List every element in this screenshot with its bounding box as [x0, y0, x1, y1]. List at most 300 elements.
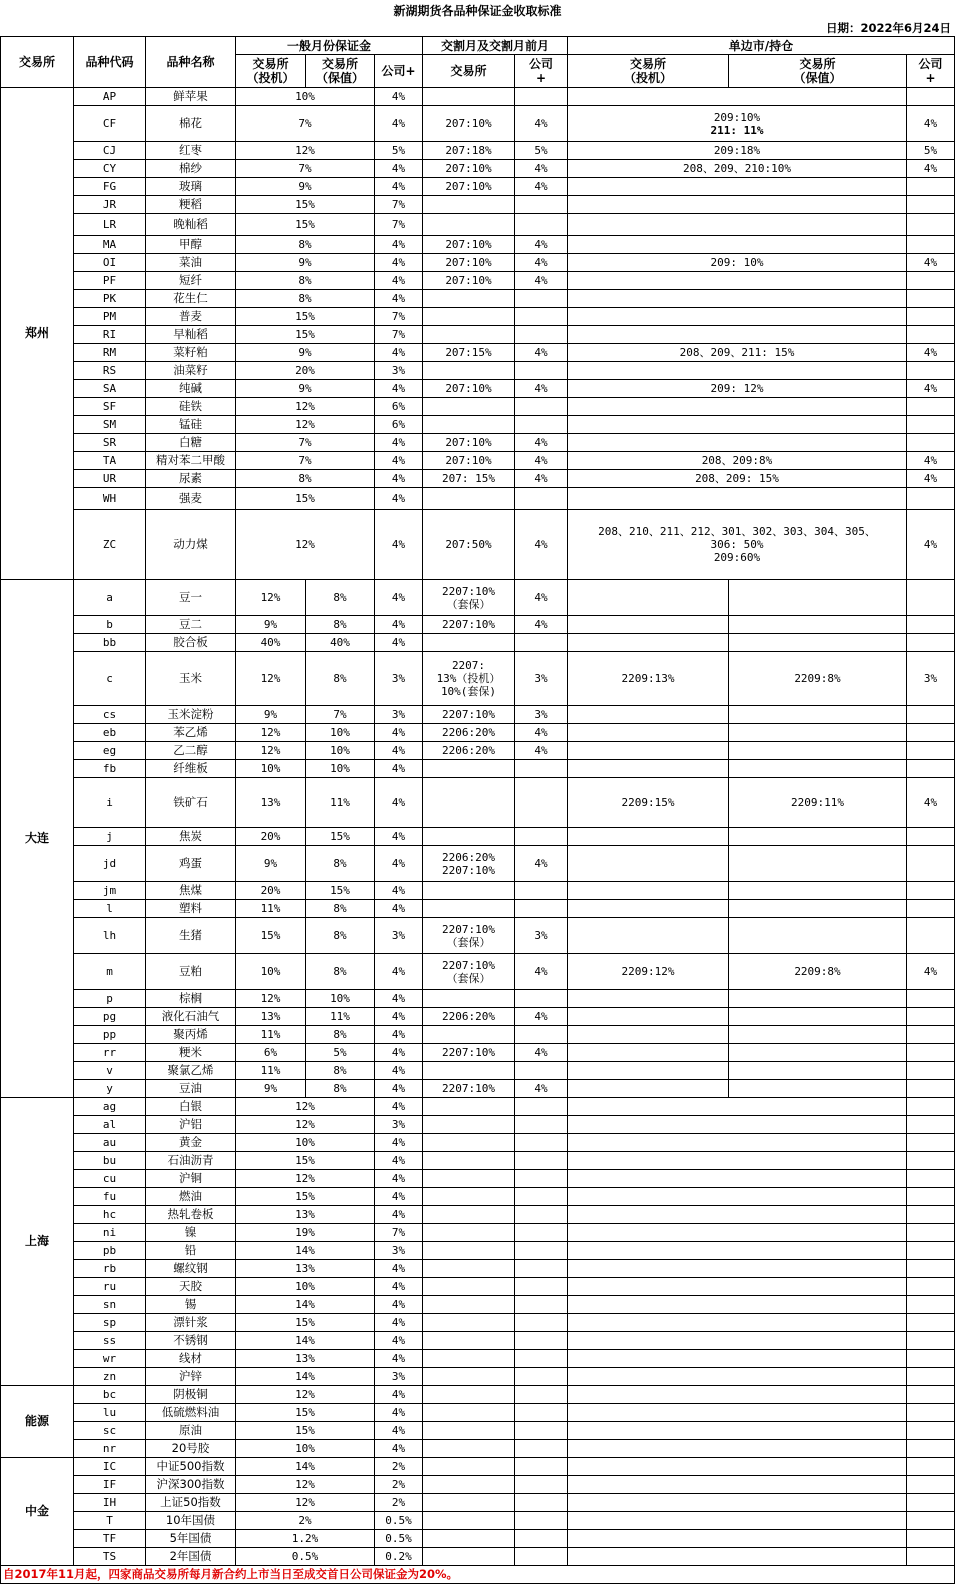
margin-spec-cell	[236, 634, 306, 652]
header-company-plus-text: 公司+	[381, 64, 416, 78]
code-cell-text: ni	[102, 1226, 117, 1239]
company-plus-cell-text: 4%	[391, 1352, 406, 1365]
delivery-company-cell-text: 4%	[534, 591, 548, 604]
margin-cell	[236, 1134, 375, 1152]
delivery-cell	[423, 106, 515, 142]
code-cell-text: fu	[102, 1190, 117, 1203]
single-spec-cell	[568, 900, 729, 918]
code-cell-text: FG	[102, 180, 117, 193]
margin-hedge-cell-text: 8%	[333, 1028, 347, 1041]
margin-spec-cell-text: 20%	[260, 884, 281, 897]
company-plus-cell-text: 2%	[391, 1478, 406, 1491]
single-hedge-cell-text: 2209:11%	[791, 796, 844, 809]
single-spec-cell-text: 2209:13%	[621, 672, 675, 685]
report-date: 日期：2022年6月24日	[825, 21, 951, 35]
margin-spec-cell-text: 12%	[260, 591, 281, 604]
delivery-company-cell	[515, 344, 568, 362]
single-company-cell	[907, 760, 955, 778]
margin-cell-text: 10%	[295, 1136, 315, 1149]
company-plus-cell-text: 7%	[391, 1226, 406, 1239]
code-cell	[74, 1026, 146, 1044]
delivery-cell-text: 207:10%	[445, 256, 492, 269]
company-plus-cell	[375, 1152, 423, 1170]
delivery-company-cell	[515, 178, 568, 196]
product-name-cell-text: 纤维板	[173, 761, 208, 775]
product-name-cell-text: 液化石油气	[161, 1009, 220, 1023]
delivery-cell	[423, 326, 515, 344]
code-cell	[74, 742, 146, 760]
single-cell	[568, 1098, 907, 1116]
product-name-cell	[146, 1062, 236, 1080]
margin-cell-text: 12%	[295, 1478, 315, 1491]
single-company-cell	[907, 1530, 955, 1548]
single-cell	[568, 1530, 907, 1548]
margin-spec-cell-text: 6%	[263, 1046, 278, 1059]
company-plus-cell-text: 4%	[391, 472, 406, 485]
single-company-cell	[907, 398, 955, 416]
delivery-cell-text: 2206:20%	[442, 850, 495, 864]
company-plus-cell	[375, 452, 423, 470]
delivery-cell	[423, 1350, 515, 1368]
margin-spec-cell-text: 9%	[263, 857, 278, 870]
code-cell	[74, 1314, 146, 1332]
delivery-cell	[423, 1044, 515, 1062]
code-cell	[74, 1134, 146, 1152]
delivery-cell	[423, 1098, 515, 1116]
margin-cell	[236, 1116, 375, 1134]
delivery-company-cell	[515, 580, 568, 616]
code-cell-text: PF	[102, 274, 117, 287]
single-spec-cell	[568, 1044, 729, 1062]
company-plus-cell-text: 4%	[391, 1298, 406, 1311]
product-name-cell	[146, 1242, 236, 1260]
single-company-cell-text: 4%	[923, 965, 938, 978]
single-cell-text: 208、209、210:10%	[682, 162, 792, 175]
delivery-company-cell-text: 4%	[534, 1082, 548, 1095]
product-name-cell	[146, 1458, 236, 1476]
single-cell	[568, 1188, 907, 1206]
code-cell	[74, 326, 146, 344]
delivery-cell	[423, 1260, 515, 1278]
product-name-cell-text: 白银	[179, 1099, 202, 1113]
code-cell-text: c	[106, 672, 113, 685]
single-company-cell	[907, 1260, 955, 1278]
code-cell	[74, 778, 146, 828]
margin-cell-text: 9%	[298, 256, 312, 269]
header-single-spec	[568, 55, 729, 88]
single-company-cell	[907, 380, 955, 398]
product-name-cell-text: 焦煤	[179, 883, 202, 897]
header-name	[146, 37, 236, 88]
margin-cell	[236, 362, 375, 380]
single-company-cell-text: 4%	[923, 796, 938, 809]
single-cell	[568, 1350, 907, 1368]
margin-cell-text: 12%	[295, 400, 315, 413]
margin-spec-cell	[236, 778, 306, 828]
single-company-cell-text: 3%	[923, 672, 938, 685]
delivery-company-cell	[515, 1026, 568, 1044]
margin-cell	[236, 1188, 375, 1206]
single-spec-cell	[568, 652, 729, 706]
company-plus-cell	[375, 1440, 423, 1458]
product-name-cell	[146, 1368, 236, 1386]
company-plus-cell	[375, 106, 423, 142]
delivery-cell	[423, 380, 515, 398]
delivery-cell	[423, 1458, 515, 1476]
code-cell-text: m	[106, 965, 113, 978]
margin-spec-cell-text: 9%	[263, 1082, 278, 1095]
margin-hedge-cell-text: 40%	[330, 636, 350, 649]
exchange-cell-text: 上海	[24, 1234, 49, 1248]
margin-cell	[236, 1278, 375, 1296]
company-plus-cell	[375, 882, 423, 900]
table-row	[1, 1278, 955, 1296]
table-row	[1, 742, 955, 760]
margin-spec-cell-text: 11%	[260, 902, 281, 915]
single-cell	[568, 398, 907, 416]
product-name-cell	[146, 1008, 236, 1026]
table-row	[1, 344, 955, 362]
single-cell	[568, 1332, 907, 1350]
delivery-cell	[423, 1314, 515, 1332]
delivery-cell	[423, 1512, 515, 1530]
single-cell	[568, 416, 907, 434]
delivery-company-cell	[515, 362, 568, 380]
delivery-cell	[423, 882, 515, 900]
delivery-company-cell-text: 4%	[534, 382, 548, 395]
table-row	[1, 1404, 955, 1422]
delivery-company-cell-text: 5%	[534, 144, 548, 157]
margin-cell	[236, 1206, 375, 1224]
single-company-cell	[907, 344, 955, 362]
header-ex-hedge-text: 交易所 （保值）	[315, 57, 364, 85]
table-row	[1, 1314, 955, 1332]
margin-spec-cell	[236, 846, 306, 882]
delivery-cell	[423, 918, 515, 954]
delivery-cell	[423, 1008, 515, 1026]
margin-hedge-cell-text: 5%	[333, 1046, 347, 1059]
product-name-cell	[146, 1098, 236, 1116]
company-plus-cell	[375, 1422, 423, 1440]
delivery-cell	[423, 900, 515, 918]
margin-hedge-cell-text: 15%	[330, 884, 350, 897]
delivery-cell-text: 2206:20%	[442, 1010, 495, 1023]
single-cell	[568, 160, 907, 178]
margin-hedge-cell-text: 8%	[333, 929, 347, 942]
margin-hedge-cell-text: 8%	[333, 618, 347, 631]
company-plus-cell-text: 4%	[391, 796, 406, 809]
single-cell	[568, 1242, 907, 1260]
table-row	[1, 900, 955, 918]
code-cell	[74, 1368, 146, 1386]
delivery-cell-text: 2206:20%	[442, 726, 495, 739]
single-hedge-cell	[729, 652, 907, 706]
company-plus-cell	[375, 1206, 423, 1224]
margin-hedge-cell-text: 10%	[330, 762, 350, 775]
delivery-company-cell	[515, 1422, 568, 1440]
single-cell	[568, 1134, 907, 1152]
margin-spec-cell-text: 40%	[260, 636, 281, 649]
product-name-cell	[146, 362, 236, 380]
delivery-company-cell	[515, 634, 568, 652]
single-company-cell	[907, 1242, 955, 1260]
code-cell	[74, 1224, 146, 1242]
single-cell	[568, 308, 907, 326]
company-plus-cell-text: 4%	[391, 1028, 406, 1041]
single-cell	[568, 1422, 907, 1440]
single-hedge-cell-text: 2209:8%	[794, 965, 841, 978]
table-row	[1, 214, 955, 236]
delivery-cell-text: 207:10%	[445, 238, 492, 251]
product-name-cell	[146, 1476, 236, 1494]
delivery-company-cell	[515, 900, 568, 918]
delivery-company-cell	[515, 882, 568, 900]
margin-hedge-cell	[306, 846, 375, 882]
single-company-cell	[907, 88, 955, 106]
single-hedge-cell	[729, 1062, 907, 1080]
product-name-cell-text: 阴极铜	[173, 1387, 208, 1401]
single-company-cell	[907, 1494, 955, 1512]
delivery-company-cell	[515, 470, 568, 488]
delivery-company-cell	[515, 954, 568, 990]
delivery-company-cell	[515, 1242, 568, 1260]
delivery-cell-text: 207:10%	[445, 180, 492, 193]
single-company-cell-text: 4%	[923, 472, 938, 485]
margin-spec-cell	[236, 580, 306, 616]
margin-hedge-cell	[306, 828, 375, 846]
single-company-cell	[907, 470, 955, 488]
delivery-cell	[423, 160, 515, 178]
table-row	[1, 196, 955, 214]
code-cell	[74, 1278, 146, 1296]
product-name-cell-text: 低硫燃料油	[161, 1405, 220, 1419]
single-spec-cell	[568, 724, 729, 742]
single-spec-cell	[568, 882, 729, 900]
delivery-company-cell	[515, 106, 568, 142]
delivery-company-cell-text: 3%	[534, 708, 548, 721]
single-cell	[568, 488, 907, 510]
delivery-company-cell	[515, 1170, 568, 1188]
company-plus-cell	[375, 308, 423, 326]
single-company-cell	[907, 1098, 955, 1116]
company-plus-cell-text: 4%	[391, 1316, 406, 1329]
code-cell	[74, 1098, 146, 1116]
table-row	[1, 616, 955, 634]
company-plus-cell	[375, 846, 423, 882]
table-row	[1, 1098, 955, 1116]
company-plus-cell	[375, 1026, 423, 1044]
margin-cell-text: 7%	[298, 117, 312, 130]
company-plus-cell-text: 4%	[391, 346, 406, 359]
margin-cell-text: 10%	[295, 1280, 315, 1293]
single-spec-cell	[568, 990, 729, 1008]
margin-cell	[236, 308, 375, 326]
company-plus-cell-text: 4%	[391, 636, 406, 649]
company-plus-cell-text: 4%	[391, 180, 406, 193]
margin-cell	[236, 416, 375, 434]
product-name-cell	[146, 882, 236, 900]
code-cell	[74, 1386, 146, 1404]
code-cell	[74, 380, 146, 398]
company-plus-cell	[375, 1062, 423, 1080]
margin-cell	[236, 196, 375, 214]
delivery-company-cell	[515, 1224, 568, 1242]
margin-cell-text: 12%	[295, 144, 315, 157]
product-name-cell	[146, 1494, 236, 1512]
table-row	[1, 1188, 955, 1206]
product-name-cell-text: 红枣	[179, 143, 202, 157]
company-plus-cell-text: 3%	[391, 1244, 406, 1257]
company-plus-cell-text: 4%	[391, 992, 406, 1005]
single-cell	[568, 1368, 907, 1386]
company-plus-cell-text: 4%	[391, 884, 406, 897]
code-cell	[74, 308, 146, 326]
margin-cell	[236, 1350, 375, 1368]
delivery-cell	[423, 196, 515, 214]
single-spec-cell	[568, 580, 729, 616]
code-cell-text: PK	[102, 292, 117, 305]
product-name-cell	[146, 178, 236, 196]
single-company-cell	[907, 954, 955, 990]
delivery-cell-text: 2207:10%	[442, 958, 495, 972]
single-cell	[568, 1386, 907, 1404]
single-spec-cell	[568, 706, 729, 724]
margin-cell	[236, 1098, 375, 1116]
margin-spec-cell	[236, 1044, 306, 1062]
delivery-company-cell	[515, 724, 568, 742]
product-name-cell	[146, 724, 236, 742]
margin-cell-text: 10%	[295, 90, 315, 103]
table-row	[1, 1530, 955, 1548]
company-plus-cell-text: 7%	[391, 310, 406, 323]
company-plus-cell	[375, 214, 423, 236]
code-cell	[74, 1530, 146, 1548]
product-name-cell-text: 豆粕	[179, 964, 202, 978]
margin-cell	[236, 1332, 375, 1350]
code-cell	[74, 846, 146, 882]
footer-note-text: 自2017年11月起，四家商品交易所每月新合约上市当日至成交首日公司保证金为20%。	[3, 1567, 459, 1581]
company-plus-cell-text: 4%	[391, 1388, 406, 1401]
delivery-company-cell	[515, 488, 568, 510]
table-row	[1, 1458, 955, 1476]
company-plus-cell-text: 2%	[391, 1496, 406, 1509]
company-plus-cell	[375, 272, 423, 290]
code-cell	[74, 452, 146, 470]
delivery-cell	[423, 1188, 515, 1206]
table-row	[1, 178, 955, 196]
single-company-cell	[907, 882, 955, 900]
product-name-cell	[146, 1188, 236, 1206]
delivery-company-cell	[515, 88, 568, 106]
company-plus-cell-text: 4%	[391, 902, 406, 915]
code-cell	[74, 272, 146, 290]
single-hedge-cell	[729, 900, 907, 918]
delivery-company-cell	[515, 1296, 568, 1314]
code-cell-text: wr	[102, 1352, 117, 1365]
product-name-cell	[146, 142, 236, 160]
table-row	[1, 1008, 955, 1026]
single-company-cell	[907, 1440, 955, 1458]
delivery-company-cell	[515, 742, 568, 760]
margin-hedge-cell-text: 11%	[330, 1010, 350, 1023]
single-company-cell	[907, 1386, 955, 1404]
single-company-cell	[907, 1026, 955, 1044]
margin-cell	[236, 380, 375, 398]
delivery-cell-text: 2207:10%	[442, 1046, 495, 1059]
table-row	[1, 580, 955, 616]
margin-cell-text: 14%	[295, 1244, 315, 1257]
product-name-cell	[146, 706, 236, 724]
delivery-company-cell	[515, 160, 568, 178]
code-cell-text: RS	[102, 364, 117, 377]
code-cell	[74, 1152, 146, 1170]
product-name-cell	[146, 1530, 236, 1548]
code-cell-text: b	[106, 618, 113, 631]
company-plus-cell-text: 4%	[391, 256, 406, 269]
single-cell	[568, 1512, 907, 1530]
delivery-cell-text: 2206:20%	[442, 744, 495, 757]
margin-hedge-cell	[306, 778, 375, 828]
margin-cell	[236, 1152, 375, 1170]
company-plus-cell	[375, 900, 423, 918]
delivery-cell	[423, 308, 515, 326]
single-cell-text: 306: 50%	[710, 538, 764, 551]
margin-hedge-cell-text: 8%	[333, 965, 347, 978]
code-cell	[74, 434, 146, 452]
product-name-cell-text: 粳米	[179, 1045, 202, 1059]
code-cell-text: nr	[102, 1442, 117, 1455]
product-name-cell	[146, 652, 236, 706]
margin-cell-text: 9%	[298, 180, 312, 193]
delivery-cell-text: 2207:10%	[442, 584, 495, 598]
code-cell	[74, 416, 146, 434]
company-plus-cell	[375, 362, 423, 380]
company-plus-cell	[375, 1242, 423, 1260]
margin-cell-text: 9%	[298, 382, 312, 395]
margin-hedge-cell	[306, 634, 375, 652]
product-name-cell-text: 动力煤	[173, 537, 208, 551]
product-name-cell	[146, 1296, 236, 1314]
company-plus-cell	[375, 1296, 423, 1314]
margin-cell-text: 14%	[295, 1460, 315, 1473]
code-cell	[74, 142, 146, 160]
margin-cell	[236, 398, 375, 416]
product-name-cell-text: 2年国债	[169, 1549, 212, 1563]
code-cell-text: p	[106, 992, 113, 1005]
product-name-cell	[146, 434, 236, 452]
single-company-cell-text: 4%	[923, 454, 938, 467]
table-row	[1, 1422, 955, 1440]
margin-hedge-cell-text: 10%	[330, 726, 350, 739]
margin-cell-text: 15%	[295, 328, 315, 341]
margin-cell	[236, 1440, 375, 1458]
table-row	[1, 1350, 955, 1368]
single-cell	[568, 1206, 907, 1224]
product-name-cell	[146, 1386, 236, 1404]
delivery-cell-text: 2207:10%	[442, 618, 495, 631]
product-name-cell	[146, 272, 236, 290]
company-plus-cell	[375, 1170, 423, 1188]
single-cell	[568, 254, 907, 272]
delivery-cell-text: （套保）	[446, 597, 491, 611]
code-cell-text: T	[106, 1514, 113, 1527]
company-plus-cell	[375, 1134, 423, 1152]
single-company-cell-text: 5%	[923, 144, 938, 157]
margin-cell	[236, 344, 375, 362]
footer-row	[1, 1566, 955, 1584]
code-cell	[74, 398, 146, 416]
delivery-cell	[423, 580, 515, 616]
